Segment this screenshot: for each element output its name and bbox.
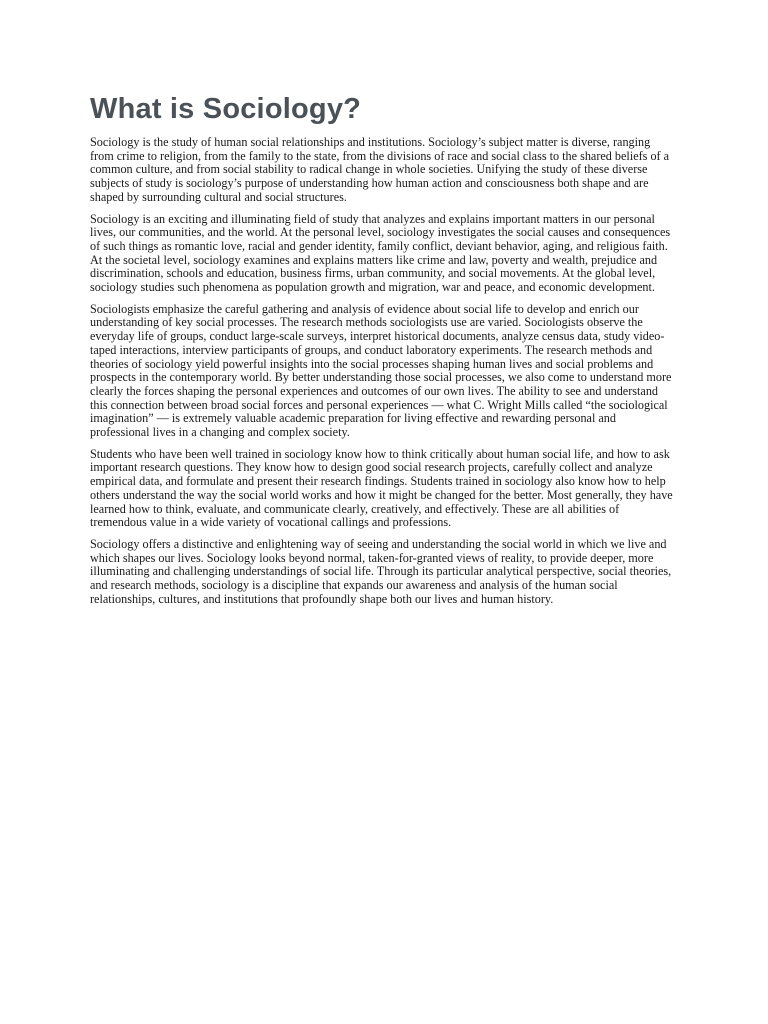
paragraph-3: Sociologists emphasize the careful gathering and analysis of evidence about social life to develop and enrich our understanding of key social processes. The research methods sociologists use are varied. Sociologists observe the everyday life of groups, conduct large-scale surveys, interpret historical documents, analyze census data, study video-taped interactions, interview participants of groups, and conduct laboratory experiments. The research methods and theories of sociology yield powerful insights into the social processes shaping human lives and social problems and prospects in the contemporary world. By better understanding those social processes, we also come to understand more clearly the forces shaping the personal experiences and outcomes of our own lives. The ability to see and understand this connection between broad social forces and personal experiences — what C. Wright Mills called “the sociological imagination” — is extremely valuable academic preparation for living effective and rewarding personal and professional lives in a changing and complex society. xyxy=(90,301,672,440)
document-page xyxy=(90,92,676,615)
paragraph-2: Sociology is an exciting and illuminating field of study that analyzes and explains important matters in our personal lives, our communities, and the world. At the personal level, sociology investigates the social causes and consequences of such things as romantic love, racial and gender identity, family conflict, deviant behavior, aging, and religious faith. At the societal level, sociology examines and explains matters like crime and law, poverty and wealth, prejudice and discrimination, schools and education, business firms, urban community, and social movements. At the global level, sociology studies such phenomena as population growth and migration, war and peace, and economic development. xyxy=(90,211,671,295)
paragraph-1: Sociology is the study of human social relationships and institutions. Sociology’s subject matter is diverse, ranging from crime to religion, from the family to the state, from the divisions of race and social class to the shared beliefs of a common culture, and from social stability to radical change in whole societies. Unifying the study of these diverse subjects of study is sociology’s purpose of understanding how human action and consciousness both shape and are shaped by surrounding cultural and social structures. xyxy=(90,135,670,204)
paragraph-5: Sociology offers a distinctive and enlightening way of seeing and understanding the social world in which we live and which shapes our lives. Sociology looks beyond normal, taken-for-granted views of reality, to provide deeper, more illuminating and challenging understandings of social life. Through its particular analytical perspective, social theories, and research methods, sociology is a discipline that expands our awareness and analysis of the human social relationships, cultures, and institutions that profoundly shape both our lives and human history. xyxy=(90,536,672,606)
paragraph-4: Students who have been well trained in sociology know how to think critically about human social life, and how to ask important research questions. They know how to design good social research projects, carefully collect and analyze empirical data, and formulate and present their research findings. Students trained in sociology also know how to help others understand the way the social world works and how it might be changed for the better. Most generally, they have learned how to think, evaluate, and communicate clearly, creatively, and effectively. These are all abilities of tremendous value in a wide variety of vocational callings and professions. xyxy=(90,446,673,530)
page-title: What is Sociology? xyxy=(90,93,362,125)
